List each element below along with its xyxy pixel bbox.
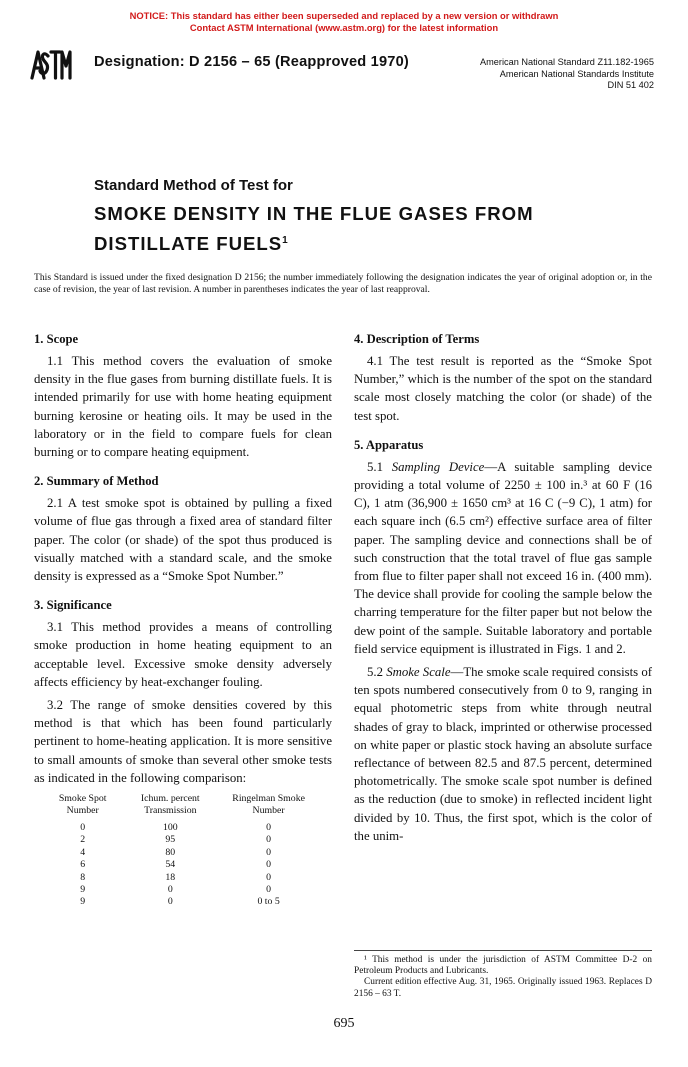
ans-line-2: American National Standards Institute xyxy=(499,68,654,79)
section-heading-summary: 2. Summary of Method xyxy=(34,474,159,489)
table-cell: 9 xyxy=(80,896,86,908)
table-cell: 6 xyxy=(80,859,86,871)
table-cell: 0 xyxy=(266,871,272,883)
paragraph-3-1: 3.1 This method provides a means of controlling smoke production in home heating equipment to an acceptable level. Excessive smoke density adversely affects efficiency by heat-exchanger fouling. xyxy=(34,620,332,689)
term-sampling-device: Sampling Device xyxy=(391,459,485,474)
title-footnote-mark: 1 xyxy=(282,235,288,246)
left-column xyxy=(34,330,332,909)
document-title xyxy=(94,200,534,257)
table-cell: 100 xyxy=(162,821,178,833)
notice-line-1: NOTICE: This standard has either been superseded and replaced by a new version or withdrawn xyxy=(129,10,559,21)
table-cell: 80 xyxy=(165,846,176,858)
table-cell: 0 xyxy=(266,846,272,858)
table-cell: 8 xyxy=(80,871,86,883)
table-cell: 0 xyxy=(266,883,272,895)
footnotes xyxy=(354,950,652,1000)
table-cell: 0 xyxy=(167,883,173,895)
preface-note: This Standard is issued under the fixed designation D 2156; the number immediately following the designation indicates the year of original adoption or, in the case of revision, the year of last revision. A number in parentheses indicates the year of last reapproval. xyxy=(34,272,652,295)
column-header: Smoke Spot Number xyxy=(58,793,107,817)
table-row xyxy=(46,872,316,884)
title-line-1: SMOKE DENSITY IN THE FLUE GASES FROM xyxy=(94,203,534,224)
paragraph-5-2-number: 5.2 xyxy=(367,665,383,680)
table-cell: 9 xyxy=(80,883,86,895)
table-row xyxy=(46,884,316,896)
paragraph-5-1-number: 5.1 xyxy=(367,459,383,474)
footnote-1: ¹ This method is under the jurisdiction of ASTM Committee D-2 on Petroleum Products and Lubricants. xyxy=(354,955,652,977)
table-cell: 0 xyxy=(266,834,272,846)
table-cell: 0 xyxy=(266,859,272,871)
paragraph-3-2: 3.2 The range of smoke densities covered by this method is that which has been found particularly pertinent to home-heating application. It is more sensitive to small amounts of smoke than several other smoke tests as indicated in the following comparison: xyxy=(34,698,332,785)
notice-line-2[interactable]: Contact ASTM International (www.astm.org) for the latest information xyxy=(189,22,499,33)
national-standard-info xyxy=(480,57,654,92)
table-row xyxy=(46,847,316,859)
astm-logo xyxy=(28,44,74,84)
ans-line-1: American National Standard Z11.182-1965 xyxy=(480,57,654,67)
table-cell: 4 xyxy=(80,846,86,858)
comparison-table xyxy=(46,793,316,909)
table-cell: 0 to 5 xyxy=(257,896,280,908)
supersession-notice xyxy=(0,10,688,34)
paragraph-1-1: 1.1 This method covers the evaluation of smoke density in the flue gases from burning distillate fuels. It is intended primarily for use with home heating equipment burning kerosine or heating oils. It may be used in the laboratory or in the field to compare fuels for clean burning or to compare heating equipment. xyxy=(34,354,332,460)
page-number: 695 xyxy=(333,1016,355,1031)
section-heading-significance: 3. Significance xyxy=(34,598,112,613)
term-smoke-scale: Smoke Scale xyxy=(386,665,451,680)
right-column xyxy=(354,330,652,850)
table-cell: 54 xyxy=(165,859,176,871)
paragraph-4-1: 4.1 The test result is reported as the “Smoke Spot Number,” which is the number of the spot on the standard scale most closely matching the color (or shade) of the test spot. xyxy=(354,354,652,423)
standard-method-label: Standard Method of Test for xyxy=(94,177,293,194)
title-line-2-text: DISTILLATE FUELS xyxy=(94,233,283,255)
table-row xyxy=(46,896,316,908)
table-cell: 95 xyxy=(165,834,176,846)
table-row xyxy=(46,822,316,834)
paragraph-5-1-text: —A suitable sampling device providing a total volume of 2250 ± 100 in.³ at 60 F (16 C), 1 atm (36,900 ± 1650 cm³ at 16 C (−9 C), 1 atm) for each square inch (6.5 cm²) effective surface area of filter paper. The sampling device and connections shall be of such construction that the total travel of flue gas sample from flue to filter paper shall not exceed 16 in. (400 mm). The device shall provide for cooling the sample below the charring temperature for the filter paper but not below the dew point of the sample. Suitable laboratory and portable field service equipment is illustrated in Figs. 1 and 2. xyxy=(354,459,653,656)
title-line-2 xyxy=(94,227,534,257)
section-heading-apparatus: 5. Apparatus xyxy=(354,437,424,452)
column-header: Ichum. percent Transmission xyxy=(140,793,200,817)
table-cell: 0 xyxy=(266,821,272,833)
paragraph-5-1 xyxy=(354,458,652,658)
paragraph-5-2-text: —The smoke scale required consists of ten spots numbered consecutively from 0 to 9, ranging in equal photometric steps from white through neutral shades of gray to black, imprinted or otherwise processed on white paper or plastic stock having an absolute surface reflectance of between 82.5 and 87.5 percent, determined photometrically. The smoke scale spot number is defined as the reduction (due to smoke) in reflected incident light divided by 10. Thus, the first spot, which is the color of the unim- xyxy=(354,665,653,843)
table-cell: 2 xyxy=(80,834,86,846)
column-header: Ringelman Smoke Number xyxy=(232,793,305,817)
table-cell: 0 xyxy=(80,821,86,833)
paragraph-5-2 xyxy=(354,663,652,845)
paragraph-2-1: 2.1 A test smoke spot is obtained by pulling a fixed volume of flue gas through a fixed area of standard filter paper. The color (or shade) of the spot thus produced is visually matched with a standard scale, and the smoke density is expressed as a “Smoke Spot Number.” xyxy=(34,496,332,584)
table-row xyxy=(46,834,316,846)
table-cell: 18 xyxy=(165,871,176,883)
footnote-edition: Current edition effective Aug. 31, 1965. Originally issued 1963. Replaces D 2156 – 63 T. xyxy=(354,977,652,999)
comparison-table-header xyxy=(46,793,316,822)
section-heading-scope: 1. Scope xyxy=(34,332,79,346)
ans-line-3: DIN 51 402 xyxy=(607,80,654,90)
designation: Designation: D 2156 – 65 (Reapproved 1970) xyxy=(94,54,409,70)
table-row xyxy=(46,859,316,871)
table-cell: 0 xyxy=(167,896,173,908)
section-heading-terms: 4. Description of Terms xyxy=(354,332,480,346)
